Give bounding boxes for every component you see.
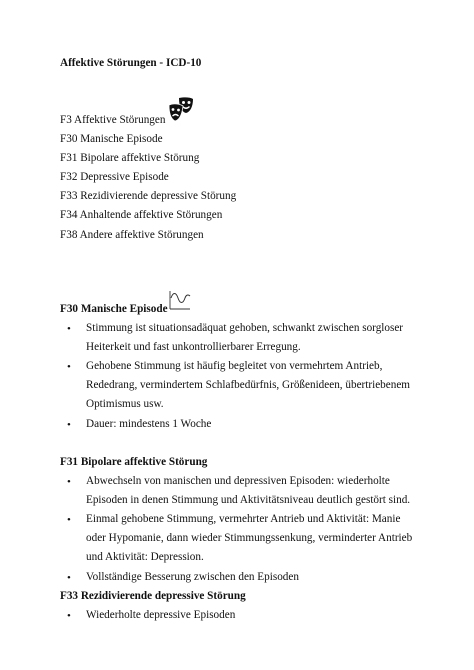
section-heading-f30: F30 Manische Episode bbox=[60, 303, 168, 315]
bullet-marker: • bbox=[67, 361, 71, 373]
bullet-line: Dauer: mindestens 1 Woche bbox=[86, 418, 212, 430]
bullet-line: Wiederholte depressive Episoden bbox=[86, 609, 236, 621]
bullet-line: oder Hypomanie, dann wieder Stimmungssenkung, verminderter Antrieb bbox=[86, 532, 413, 544]
bullet-marker: • bbox=[67, 514, 71, 526]
bullet-line: und Aktivität: Depression. bbox=[86, 551, 204, 563]
document-title: Affektive Störungen - ICD-10 bbox=[60, 57, 202, 69]
wave-chart-icon bbox=[169, 290, 191, 310]
toc-item-f30: F30 Manische Episode bbox=[60, 133, 163, 145]
bullet-marker: • bbox=[67, 476, 71, 488]
toc-item-f31: F31 Bipolare affektive Störung bbox=[60, 152, 200, 164]
bullet-marker: • bbox=[67, 610, 71, 622]
bullet-line: Gehobene Stimmung ist häufig begleitet von vermehrtem Antrieb, bbox=[86, 360, 383, 372]
toc-item-f3: F3 Affektive Störungen bbox=[60, 114, 166, 126]
theater-masks-icon bbox=[168, 95, 194, 123]
bullet-line: Heiterkeit und fast unkontrollierbarer Erregung. bbox=[86, 341, 301, 353]
toc-item-f38: F38 Andere affektive Störungen bbox=[60, 229, 204, 241]
bullet-line: Optimismus usw. bbox=[86, 398, 164, 410]
toc-item-f34: F34 Anhaltende affektive Störungen bbox=[60, 209, 223, 221]
section-heading-f33: F33 Rezidivierende depressive Störung bbox=[60, 590, 246, 602]
section-heading-f31: F31 Bipolare affektive Störung bbox=[60, 456, 208, 468]
bullet-marker: • bbox=[67, 323, 71, 335]
bullet-line: Vollständige Besserung zwischen den Episoden bbox=[86, 571, 299, 583]
bullet-marker: • bbox=[67, 572, 71, 584]
bullet-line: Stimmung ist situationsadäquat gehoben, schwankt zwischen sorgloser bbox=[86, 322, 404, 334]
bullet-marker: • bbox=[67, 419, 71, 431]
bullet-line: Einmal gehobene Stimmung, vermehrter Antrieb und Aktivität: Manie bbox=[86, 513, 401, 525]
bullet-line: Abwechseln von manischen und depressiven Episoden: wiederholte bbox=[86, 475, 390, 487]
toc-item-f32: F32 Depressive Episode bbox=[60, 171, 169, 183]
bullet-line: Rededrang, vermindertem Schlafbedürfnis, Größenideen, übertriebenem bbox=[86, 379, 411, 391]
toc-item-f33: F33 Rezidivierende depressive Störung bbox=[60, 190, 237, 202]
bullet-line: Episoden in denen Stimmung und Aktivitätsniveau deutlich gestört sind. bbox=[86, 494, 411, 506]
